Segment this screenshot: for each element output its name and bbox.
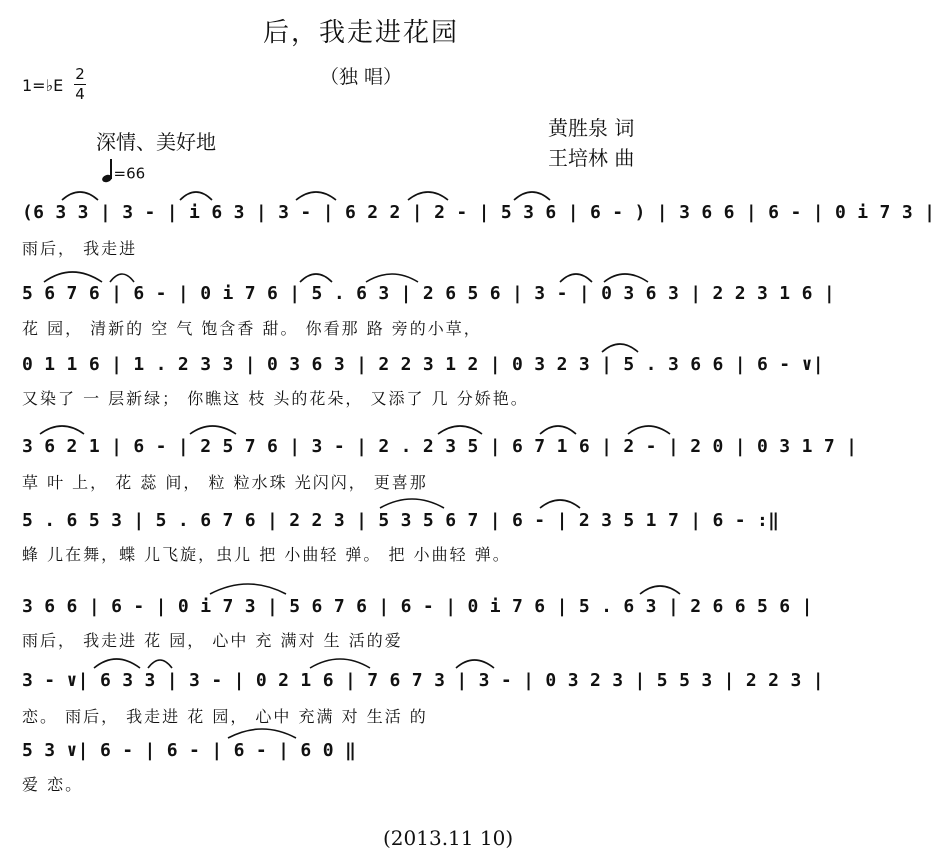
- notation-row-8: 5 3 ∨| 6 - | 6 - | 6 - | 6 0 ‖: [22, 740, 357, 761]
- slur: [210, 584, 286, 594]
- lyricist-credit: 黄胜泉 词: [548, 116, 635, 140]
- slur: [300, 274, 332, 282]
- slur: [380, 499, 444, 508]
- slur: [602, 344, 638, 352]
- slur: [44, 272, 102, 282]
- slur: [94, 659, 140, 668]
- key-signature: 1=♭E: [22, 76, 64, 95]
- composer-credit: 王培林 曲: [548, 146, 635, 170]
- meter-bottom: 4: [75, 85, 85, 103]
- notation-row-3: 0 1 1 6 | 1 . 2 3 3 | 0 3 6 3 | 2 2 3 1 2 | 0 3 2 3 | 5 . 3 6 6 | 6 - ∨|: [22, 354, 824, 375]
- date-stamp: (2013.11 10): [383, 826, 514, 850]
- tempo-mark: [102, 164, 145, 184]
- slur: [540, 426, 576, 434]
- expression-mark: 深情、美好地: [96, 130, 216, 154]
- slur: [110, 274, 134, 282]
- lyric-row-3: 又染了 一 层新绿； 你瞧这 枝 头的花朵， 又添了 几 分娇艳。: [22, 389, 529, 408]
- time-signature: [74, 66, 86, 103]
- slur: [190, 426, 236, 434]
- lyric-row-8: 爱 恋。: [22, 775, 84, 794]
- slur: [456, 660, 494, 668]
- slur: [228, 729, 296, 738]
- slur: [514, 192, 550, 200]
- slur: [180, 192, 212, 200]
- slur: [438, 426, 482, 434]
- notation-row-5: 5 . 6 5 3 | 5 . 6 7 6 | 2 2 3 | 5 3 5 6 7 | 6 - | 2 3 5 1 7 | 6 - :‖: [22, 510, 780, 531]
- slur: [540, 500, 580, 508]
- slur: [148, 660, 172, 668]
- slur: [310, 659, 370, 668]
- slur: [604, 274, 648, 282]
- lyric-row-5: 蜂 儿在舞，蝶 儿飞旋，虫儿 把 小曲轻 弹。 把 小曲轻 弹。: [22, 545, 511, 564]
- notation-row-2: 5 6 7 6 | 6 - | 0 i 7 6 | 5 . 6 3 | 2 6 5 6 | 3 - | 0 3 6 3 | 2 2 3 1 6 |: [22, 283, 835, 304]
- slur: [40, 426, 84, 434]
- lyric-row-2: 花 园， 清新的 空 气 饱含香 甜。 你看那 路 旁的小草，: [22, 319, 482, 338]
- slur: [62, 192, 98, 200]
- tempo-value: =66: [113, 164, 146, 183]
- slur: [640, 586, 680, 594]
- notation-row-6: 3 6 6 | 6 - | 0 i 7 3 | 5 6 7 6 | 6 - | 0 i 7 6 | 5 . 6 3 | 2 6 6 5 6 |: [22, 596, 813, 617]
- slur: [408, 192, 448, 200]
- meter-top: 2: [75, 65, 85, 83]
- notation-row-7: 3 - ∨| 6 3 3 | 3 - | 0 2 1 6 | 7 6 7 3 | 3 - | 0 3 2 3 | 5 5 3 | 2 2 3 |: [22, 670, 824, 691]
- lyric-row-6: 雨后， 我走进 花 园， 心中 充 满对 生 活的爱: [22, 631, 403, 650]
- slur: [628, 426, 670, 434]
- notation-row-1: (6 3 3 | 3 - | i 6 3 | 3 - | 6 2 2 | 2 - | 5 3 6 | 6 - ) | 3 6 6 | 6 - | 0 i 7 3 |: [22, 202, 935, 223]
- slur: [560, 274, 592, 282]
- lyric-row-4: 草 叶 上， 花 蕊 间， 粒 粒水珠 光闪闪， 更喜那: [22, 473, 428, 492]
- notation-row-4: 3 6 2 1 | 6 - | 2 5 7 6 | 3 - | 2 . 2 3 5 | 6 7 1 6 | 2 - | 2 0 | 0 3 1 7 |: [22, 436, 858, 457]
- lyric-row-1: 雨后， 我走进: [22, 239, 138, 258]
- slur: [366, 274, 418, 282]
- performance-type: （独 唱）: [319, 66, 403, 88]
- lyric-row-7: 恋。 雨后， 我走进 花 园， 心中 充满 对 生活 的: [22, 707, 428, 726]
- slur: [296, 192, 336, 200]
- song-title: 后，我走进花园: [262, 18, 459, 48]
